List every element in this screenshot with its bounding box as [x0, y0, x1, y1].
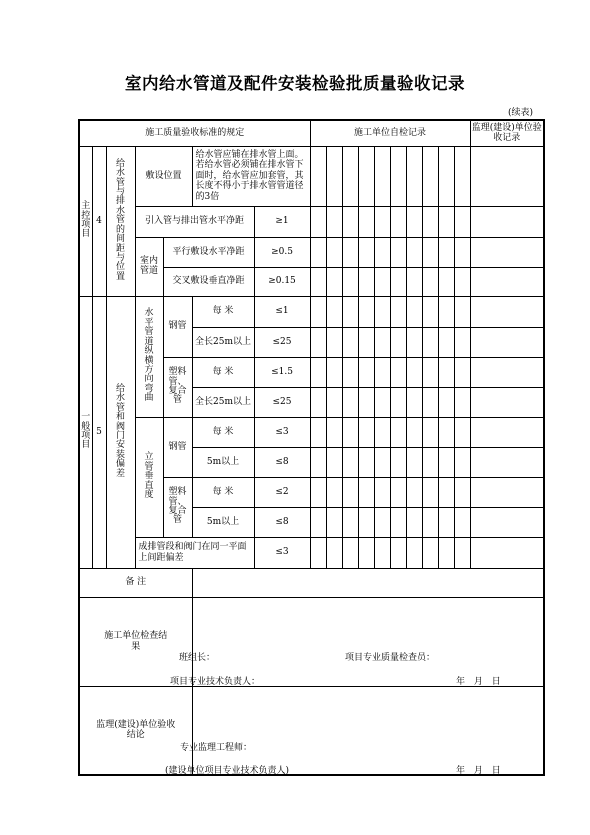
supervision-conclusion-label: 监理(建设)单位验收结论 [79, 686, 192, 775]
vertical-steel: 钢管 [163, 417, 192, 477]
main-group-indoor: 室内管道 [135, 237, 163, 296]
main-row-2-requirement: ≥1 [254, 206, 310, 237]
main-row-3-label: 平行敷设水平净距 [163, 237, 254, 267]
main-row-2-supervision[interactable] [470, 206, 544, 237]
v-row-4-label: 5m以上 [192, 507, 254, 537]
h-row-2-label: 全长25m以上 [192, 327, 254, 357]
header-self-check: 施工单位自检记录 [310, 120, 470, 146]
supervision-date: 年 月 日 [456, 766, 501, 776]
team-leader-label: 班组长： [179, 653, 216, 663]
horizontal-plastic: 塑料管、复合管 [163, 357, 192, 417]
construction-field[interactable] [192, 597, 544, 686]
vertical-name: 立管垂直度 [135, 417, 163, 537]
main-row-4-supervision[interactable] [470, 267, 544, 296]
main-row-3-supervision[interactable] [470, 237, 544, 267]
header-standard: 施工质量验收标准的规定 [79, 120, 310, 146]
h-row-1-value: ≤1 [254, 296, 310, 327]
h-row-4-value: ≤25 [254, 387, 310, 417]
v-row-2-label: 5m以上 [192, 447, 254, 477]
owner-tech-lead-label: (建设单位项目专业技术负责人) [165, 766, 290, 776]
main-row-4-label: 交叉敷设垂直净距 [163, 267, 254, 296]
main-row-1-supervision[interactable] [470, 146, 544, 206]
last-row-label: 成排管段和阀门在同一平面上间距偏差 [135, 537, 254, 568]
main-row-3-requirement: ≥0.5 [254, 237, 310, 267]
h-row-4-label: 全长25m以上 [192, 387, 254, 417]
h-row-3-label: 每 米 [192, 357, 254, 387]
continued-label: (续表) [508, 108, 534, 118]
construction-label: 施工单位检查结果 [79, 597, 192, 686]
main-item-name: 给水管与排水管的间距与位置 [106, 146, 135, 296]
v-row-1-label: 每 米 [192, 417, 254, 447]
horizontal-name: 水平管道纵横方向弯曲 [135, 296, 163, 417]
general-item-category: 一般项目 [79, 296, 92, 568]
v-row-3-label: 每 米 [192, 477, 254, 507]
remarks-field[interactable] [192, 568, 544, 597]
remarks-label: 备 注 [79, 568, 192, 597]
v-row-3-value: ≤2 [254, 477, 310, 507]
h-row-2-value: ≤25 [254, 327, 310, 357]
general-item-name: 给水管和阀门安装偏差 [106, 296, 135, 568]
v-row-4-value: ≤8 [254, 507, 310, 537]
main-row-4-requirement: ≥0.15 [254, 267, 310, 296]
construction-date: 年 月 日 [456, 677, 501, 687]
supervision-conclusion-field[interactable] [192, 686, 544, 775]
main-row-2-label: 引入管与排出管水平净距 [135, 206, 254, 237]
h-row-1-label: 每 米 [192, 296, 254, 327]
main-item-category: 主控项目 [79, 146, 92, 296]
tech-lead-label: 项目专业技术负责人： [170, 677, 261, 687]
main-item-number: 4 [92, 146, 106, 296]
v-row-1-value: ≤3 [254, 417, 310, 447]
horizontal-steel: 钢管 [163, 296, 192, 357]
h-row-3-value: ≤1.5 [254, 357, 310, 387]
vertical-plastic: 塑料管、复合管 [163, 477, 192, 537]
supervising-engineer-label: 专业监理工程师： [180, 743, 253, 753]
page-title: 室内给水管道及配件安装检验批质量验收记录 [125, 74, 465, 93]
quality-inspector-label: 项目专业质量检查员： [345, 653, 436, 663]
v-row-2-value: ≤8 [254, 447, 310, 477]
general-item-number: 5 [92, 296, 106, 568]
last-row-value: ≤3 [254, 537, 310, 568]
main-row-1-label: 敷设位置 [135, 146, 192, 206]
header-supervision: 监理(建设)单位验收记录 [470, 120, 544, 146]
main-row-1-requirement: 给水管应铺在排水管上面。若给水管必须铺在排水管下面时，给水管应加套管，其长度不得小于排水管管道径的3倍 [192, 146, 310, 206]
